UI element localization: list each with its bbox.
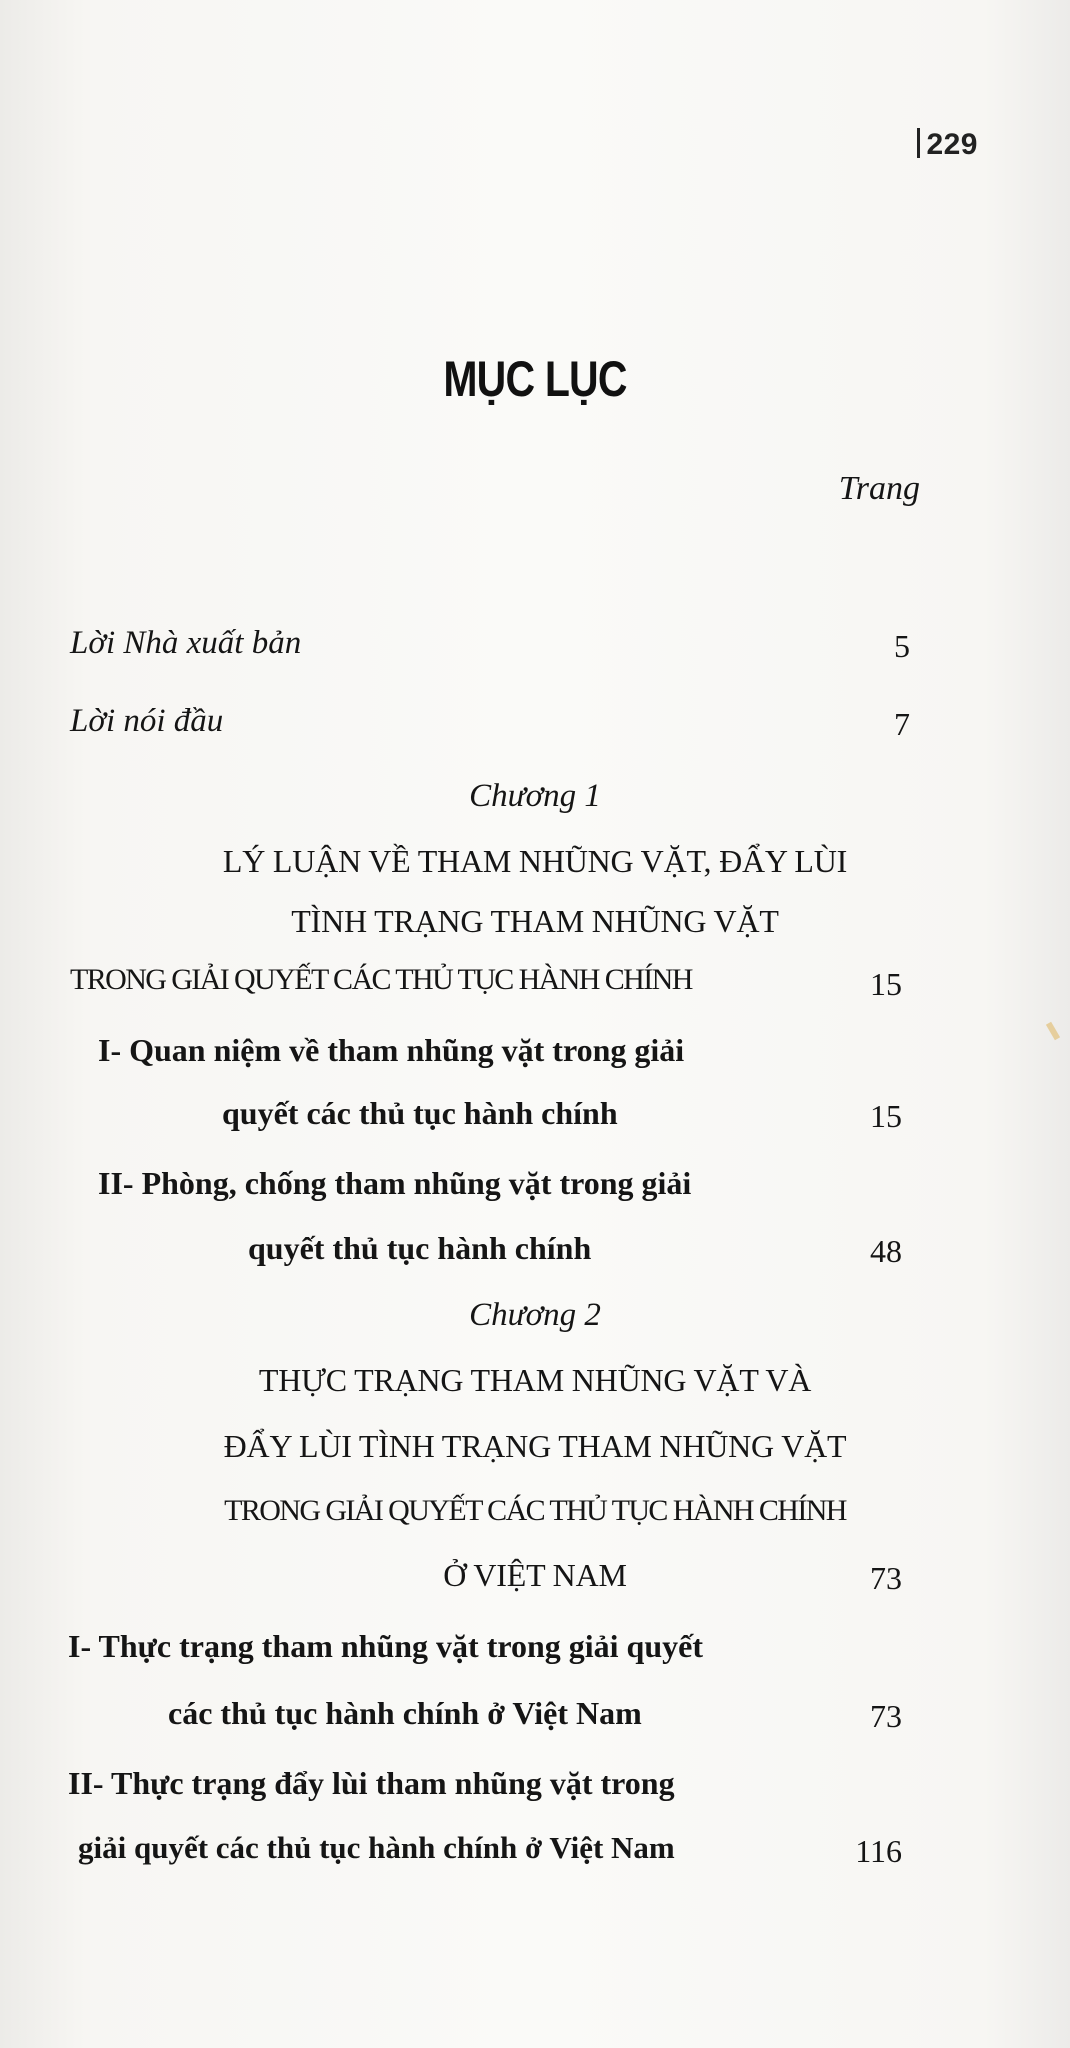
toc-section-line[interactable]: các thủ tục hành chính ở Việt Nam xyxy=(168,1695,642,1731)
page-title: MỤC LỤC xyxy=(443,351,627,407)
toc-section-line[interactable]: giải quyết các thủ tục hành chính ở Việt Nam xyxy=(78,1830,675,1865)
toc-page-number: 73 xyxy=(870,1560,902,1596)
chapter-title-line[interactable]: TRONG GIẢI QUYẾT CÁC THỦ TỤC HÀNH CHÍNH xyxy=(224,1494,846,1527)
toc-section-line[interactable]: I- Thực trạng tham nhũng vặt trong giải quyết xyxy=(68,1628,703,1664)
chapter-title-line[interactable]: LÝ LUẬN VỀ THAM NHŨNG VẶT, ĐẨY LÙI xyxy=(222,843,848,879)
toc-entry-publisher-foreword[interactable]: Lời Nhà xuất bản xyxy=(70,625,302,661)
page-number: 229 xyxy=(917,128,978,162)
show-through-text xyxy=(0,290,1070,328)
toc-section-line[interactable]: II- Phòng, chống tham nhũng vặt trong giải xyxy=(98,1165,692,1201)
toc-page-number: 7 xyxy=(894,706,910,742)
chapter-title-line[interactable]: ĐẨY LÙI TÌNH TRẠNG THAM NHŨNG VẶT xyxy=(223,1428,847,1464)
page-column-label: Trang xyxy=(838,470,920,507)
toc-page-number: 116 xyxy=(855,1833,902,1869)
toc-section-line[interactable]: I- Quan niệm về tham nhũng vặt trong giải xyxy=(98,1032,685,1068)
chapter-label: Chương 2 xyxy=(469,1297,601,1333)
toc-section-line[interactable]: quyết thủ tục hành chính xyxy=(248,1230,592,1266)
chapter-title-line[interactable]: THỰC TRẠNG THAM NHŨNG VẶT VÀ xyxy=(258,1362,812,1398)
toc-page-number: 73 xyxy=(870,1698,902,1734)
toc-entry-author-foreword[interactable]: Lời nói đầu xyxy=(70,703,224,739)
toc-page-number: 48 xyxy=(870,1233,902,1269)
toc-page-number: 5 xyxy=(894,628,910,664)
toc-section-line[interactable]: quyết các thủ tục hành chính xyxy=(222,1095,618,1131)
chapter-label: Chương 1 xyxy=(469,778,601,814)
chapter-title-line[interactable]: Ở VIỆT NAM xyxy=(443,1557,627,1593)
toc-page-number: 15 xyxy=(870,1098,902,1134)
paper-speck xyxy=(1046,1022,1060,1041)
chapter-title-line[interactable]: TRONG GIẢI QUYẾT CÁC THỦ TỤC HÀNH CHÍNH xyxy=(70,963,692,996)
chapter-title-line[interactable]: TÌNH TRẠNG THAM NHŨNG VẶT xyxy=(291,903,779,939)
toc-section-line[interactable]: II- Thực trạng đẩy lùi tham nhũng vặt trong xyxy=(68,1765,675,1801)
toc-page-number: 15 xyxy=(870,966,902,1002)
